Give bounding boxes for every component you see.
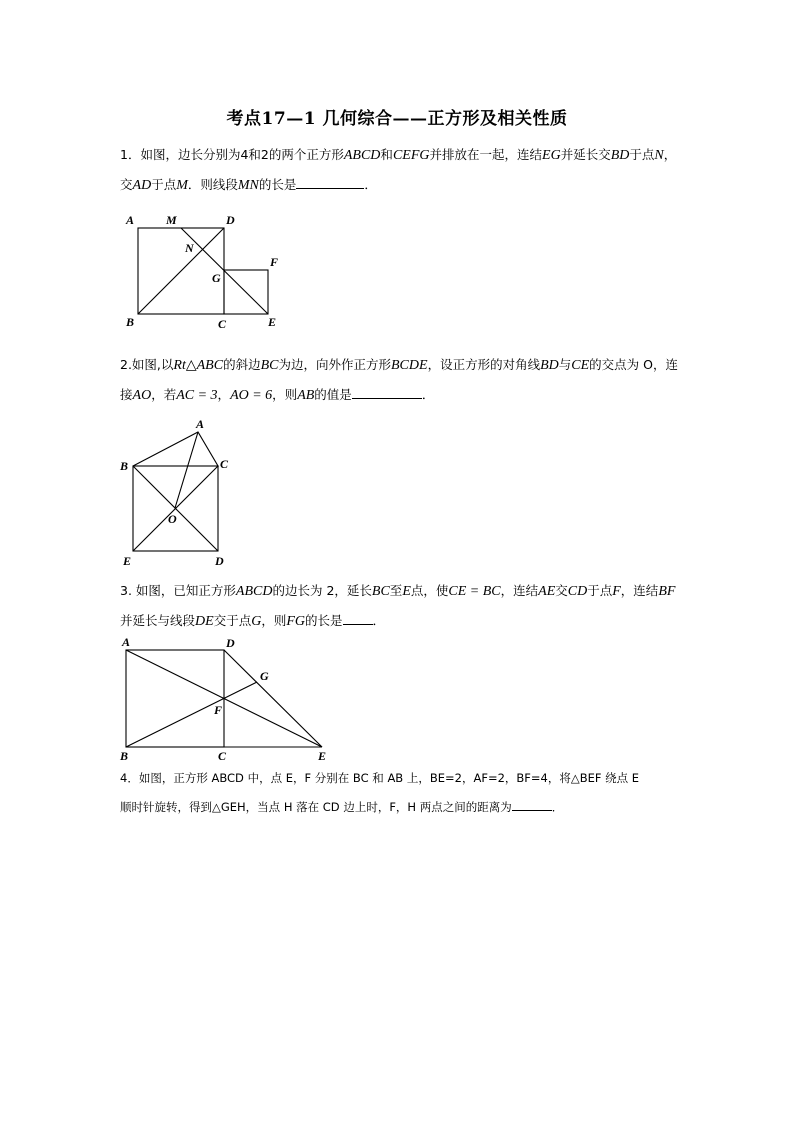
figure-3-square-extended: [126, 650, 322, 747]
label3-g: G: [260, 669, 269, 683]
label2-e: E: [123, 554, 132, 568]
label-b: B: [126, 315, 135, 329]
label-d: D: [226, 213, 235, 227]
label-g: G: [212, 271, 221, 285]
label-f: F: [270, 255, 279, 269]
label2-a: A: [196, 417, 205, 431]
label3-e: E: [318, 749, 327, 763]
label3-b: B: [120, 749, 129, 763]
label3-c: C: [218, 749, 227, 763]
label2-c: C: [220, 457, 229, 471]
question-2-text: 2.如图,以Rt△ABC的斜边BC为边，向外作正方形BCDE，设正方形的对角线BD与CE的交点为 O，连接AO，若AC = 3，AO = 6，则AB的值是 ．: [120, 357, 678, 403]
label3-d: D: [226, 636, 235, 650]
segment-de: [224, 650, 322, 747]
label3-a: A: [122, 635, 131, 649]
answer-blank-4[interactable]: [512, 795, 552, 811]
figure-2-square-with-triangle: [133, 432, 218, 551]
segment-bg: [126, 682, 257, 747]
label-m: M: [166, 213, 177, 227]
page-title: 考点17—1 几何综合——正方形及相关性质: [226, 109, 568, 129]
label2-b: B: [120, 459, 129, 473]
figure-1-shapes: [138, 228, 268, 314]
answer-blank-3[interactable]: [343, 609, 373, 625]
answer-blank-2[interactable]: [352, 383, 422, 399]
square-abcd-3: [126, 650, 224, 747]
label-n: N: [185, 241, 194, 255]
label-e: E: [268, 315, 277, 329]
question-4-text: 4．如图，正方形 ABCD 中，点 E，F 分别在 BC 和 AB 上，BE=2，AF=2，BF=4，将△BEF 绕点 E 顺时针旋转，得到△GEH，当点 H 落在 CD 边上时，F，H 两点之间的距离为 ．: [120, 771, 640, 814]
question-3-text: 3. 如图，已知正方形ABCD的边长为 2，延长BC至E点，使CE = BC，连结AE交CD于点F，连结BF并延长与线段DE交于点G，则FG的长是 ．: [120, 583, 676, 629]
label3-f: F: [214, 703, 223, 717]
label2-d: D: [215, 554, 224, 568]
segment-ao: [175, 432, 198, 508]
label-a: A: [126, 213, 135, 227]
question-1-text: 1．如图，边长分别为4和2的两个正方形ABCD和CEFG并排放在一起，连结EG并延长交BD于点N，交AD于点M．则线段MN的长是 ．: [120, 147, 677, 193]
triangle-abc: [133, 432, 218, 466]
label-c: C: [218, 317, 227, 331]
label2-o: O: [168, 512, 177, 526]
